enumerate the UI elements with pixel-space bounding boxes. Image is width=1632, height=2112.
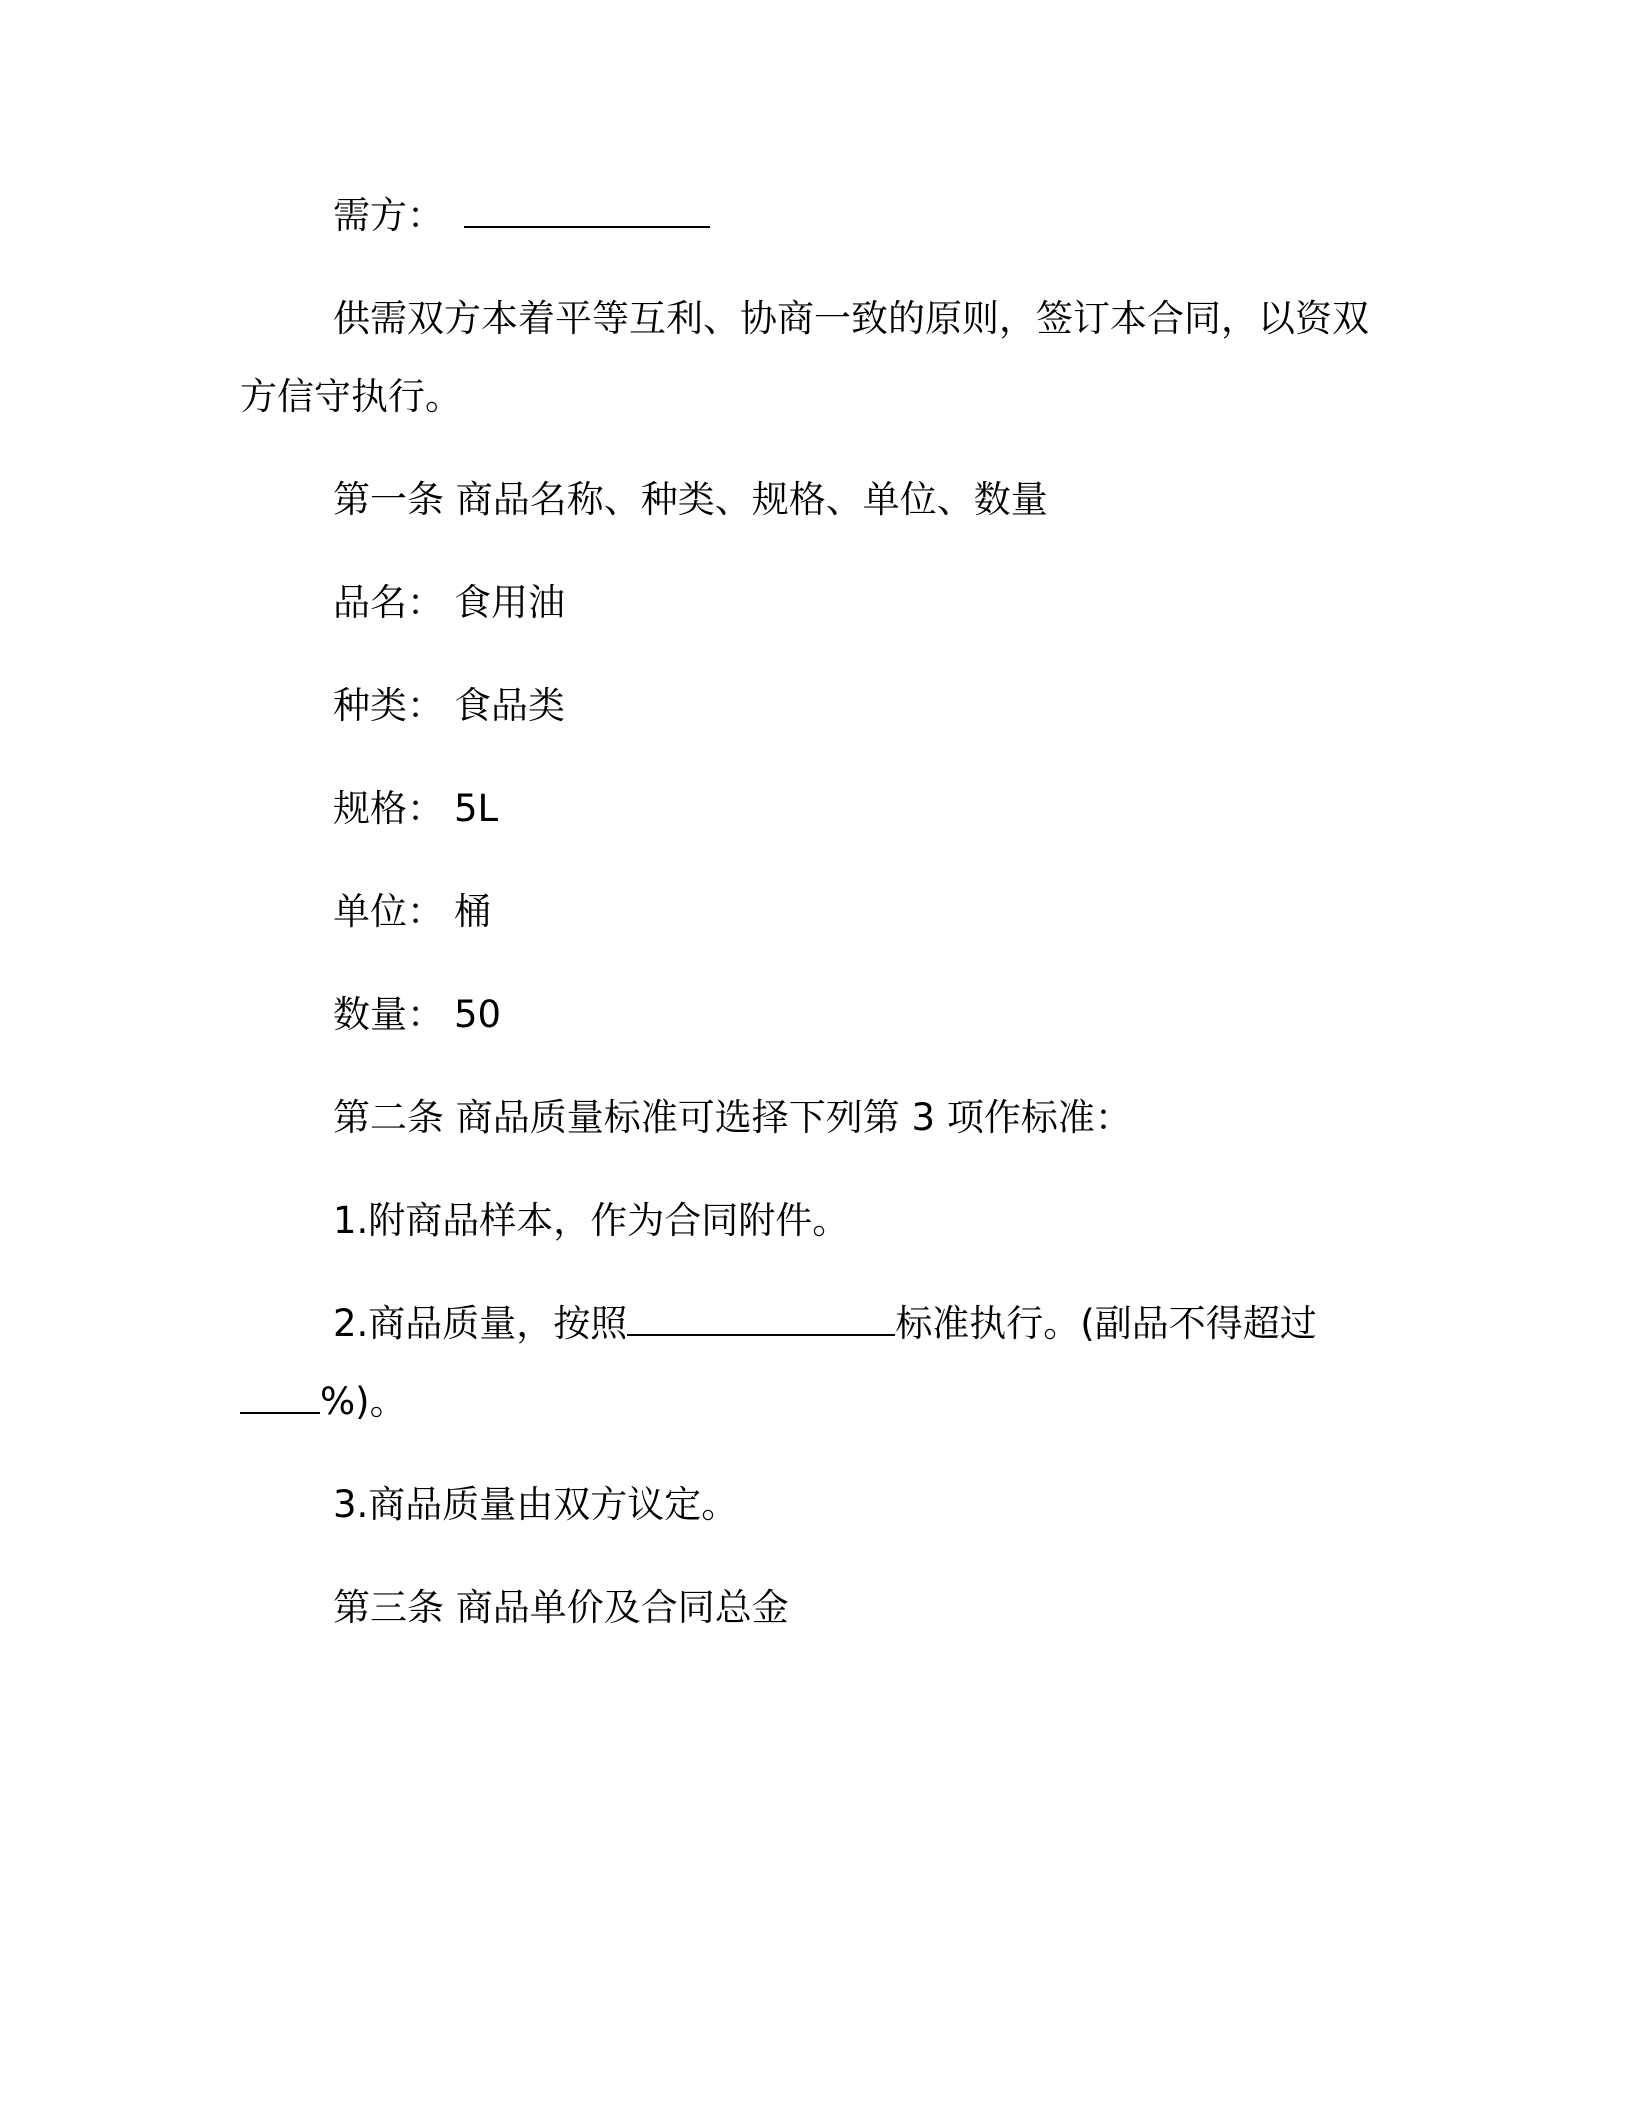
item-name-line [333, 581, 565, 625]
article-3-title: 第三条 商品单价及合同总金 [333, 1586, 789, 1629]
spec-line [333, 787, 498, 831]
category-line [333, 684, 565, 728]
demand-party-label: 需方： [333, 194, 444, 237]
category-label: 种类： [333, 684, 444, 727]
intro-line-1: 供需双方本着平等互利、协商一致的原则，签订本合同，以资双 [333, 297, 1369, 340]
option-2-prefix: 2.商品质量，按照 [333, 1302, 628, 1345]
spec-label: 规格： [333, 787, 444, 830]
category-value: 食品类 [454, 684, 565, 727]
option-2-suffix: %)。 [320, 1380, 407, 1423]
article-1-title: 第一条 商品名称、种类、规格、单位、数量 [333, 478, 1048, 521]
option-3: 3.商品质量由双方议定。 [333, 1483, 739, 1526]
option-2-line-1 [333, 1302, 1317, 1346]
option-2-line-2 [240, 1380, 407, 1424]
quantity-label: 数量： [333, 993, 444, 1036]
item-name-value: 食用油 [454, 581, 565, 624]
demand-party-line [333, 194, 710, 238]
unit-value: 桶 [454, 890, 491, 933]
unit-line [333, 890, 491, 934]
quantity-line [333, 993, 501, 1037]
item-name-label: 品名： [333, 581, 444, 624]
quantity-value: 50 [454, 993, 502, 1036]
unit-label: 单位： [333, 890, 444, 933]
option-2-middle: 标准执行。(副品不得超过 [895, 1302, 1317, 1345]
article-2-title: 第二条 商品质量标准可选择下列第 3 项作标准： [333, 1096, 1132, 1139]
option-1: 1.附商品样本，作为合同附件。 [333, 1199, 850, 1242]
quality-standard-blank [627, 1304, 895, 1336]
defect-percent-blank [240, 1382, 320, 1414]
demand-party-blank [464, 196, 710, 228]
intro-line-2: 方信守执行。 [240, 375, 462, 418]
spec-value: 5L [454, 787, 499, 830]
